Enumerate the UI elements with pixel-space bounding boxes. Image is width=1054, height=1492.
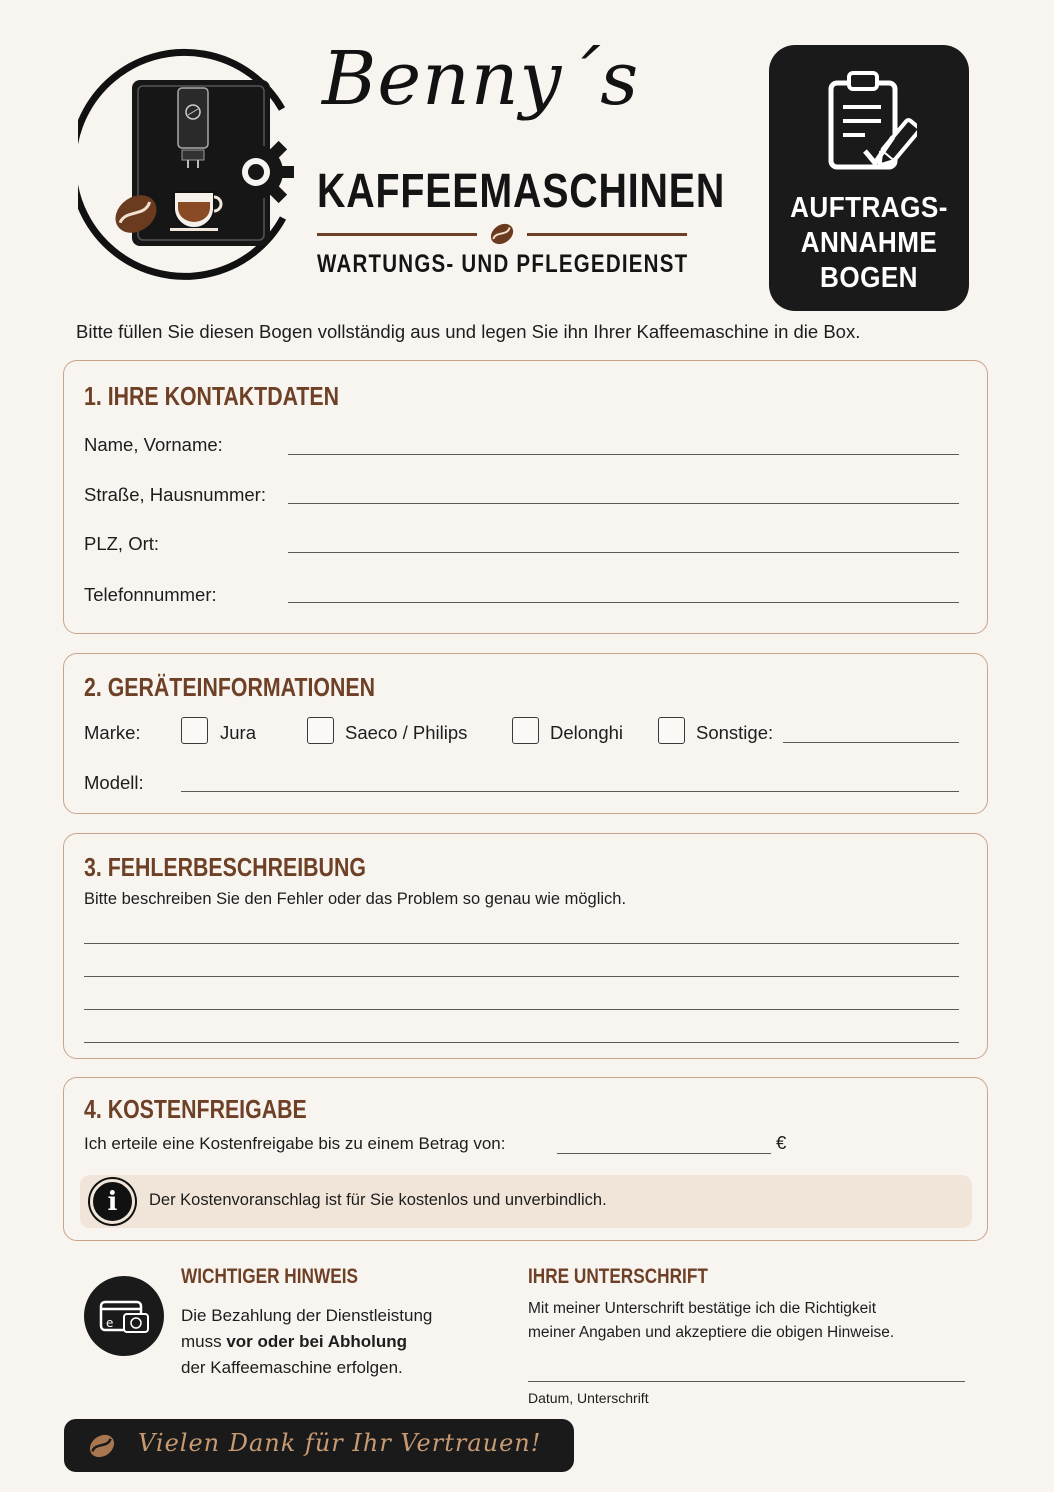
section-device (63, 653, 988, 814)
badge-title (779, 191, 959, 296)
option-label-jura: Jura (220, 722, 256, 743)
city-field[interactable] (288, 552, 959, 553)
badge-line-1: AUFTRAGS- (790, 192, 948, 224)
coffee-bean-icon (86, 1431, 118, 1461)
signature-title: IHRE UNTERSCHRIFT (528, 1265, 708, 1288)
option-label-delonghi: Delonghi (550, 722, 624, 743)
checkbox-jura[interactable] (181, 717, 208, 744)
field-label-street: Straße, Hausnummer: (84, 484, 266, 505)
payment-card-icon (84, 1276, 164, 1356)
signature-line-1: Mit meiner Unterschrift bestätige ich die Richtigkeit (528, 1300, 877, 1317)
checkbox-other[interactable] (658, 717, 685, 744)
section-title-fault: 3. FEHLERBESCHREIBUNG (84, 852, 366, 882)
name-field[interactable] (288, 454, 959, 455)
signature-line-2: meiner Angaben und akzeptiere die obigen Hinweise. (528, 1324, 895, 1341)
badge-line-2: ANNAHME (800, 227, 938, 259)
currency-symbol: € (776, 1132, 787, 1153)
phone-field[interactable] (288, 602, 959, 603)
fault-line-1[interactable] (84, 943, 959, 944)
section-title-cost: 4. KOSTENFREIGABE (84, 1094, 307, 1124)
notice-line-3: der Kaffeemaschine erfolgen. (181, 1358, 403, 1377)
option-label-saeco-philips: Saeco / Philips (345, 722, 468, 743)
svg-text:e: e (106, 1316, 114, 1330)
fault-line-4[interactable] (84, 1042, 959, 1043)
brand-main-title: KAFFEEMASCHINEN (317, 165, 726, 218)
intro-text: Bitte füllen Sie diesen Bogen vollständig aus und legen Sie ihn Ihrer Kaffeemaschine in die Box. (76, 321, 861, 342)
checkbox-delonghi[interactable] (512, 717, 539, 744)
signature-text (528, 1297, 894, 1345)
fault-line-2[interactable] (84, 976, 959, 977)
notice-line-1: Die Bezahlung der Dienstleistung (181, 1306, 433, 1325)
section-title-contact: 1. IHRE KONTAKTDATEN (84, 381, 340, 411)
notice-emphasis: vor oder bei Abholung (226, 1332, 408, 1351)
cost-amount-field[interactable] (557, 1153, 771, 1154)
field-label-phone: Telefonnummer: (84, 584, 217, 605)
logo (78, 42, 298, 288)
payment-icon (84, 1276, 164, 1356)
other-brand-field[interactable] (783, 742, 959, 743)
brand-script-name: Benny´s (322, 36, 640, 122)
footer-bar (64, 1419, 574, 1472)
street-field[interactable] (288, 503, 959, 504)
info-text: Der Kostenvoranschlag ist für Sie kostenlos und unverbindlich. (149, 1191, 607, 1209)
brand-label: Marke: (84, 722, 141, 743)
badge-line-3: BOGEN (820, 262, 918, 294)
notice-text (181, 1303, 432, 1381)
fault-instruction: Bitte beschreiben Sie den Fehler oder das Problem so genau wie möglich. (84, 890, 627, 908)
model-label: Modell: (84, 772, 144, 793)
notice-line-2: muss vor oder bei Abholung (181, 1332, 408, 1351)
option-label-other: Sonstige: (696, 722, 774, 743)
coffee-bean-icon (487, 222, 517, 246)
info-icon: i (90, 1179, 135, 1224)
field-label-name: Name, Vorname: (84, 434, 223, 455)
clipboard-check-icon (825, 71, 917, 175)
section-contact (63, 360, 988, 634)
info-bar (80, 1175, 972, 1228)
form-type-badge (769, 45, 969, 311)
signature-caption: Datum, Unterschrift (528, 1390, 649, 1406)
section-cost (63, 1077, 988, 1241)
field-label-city: PLZ, Ort: (84, 533, 160, 554)
section-title-device: 2. GERÄTEINFORMATIONEN (84, 672, 375, 702)
fault-line-3[interactable] (84, 1009, 959, 1010)
cost-approval-text: Ich erteile eine Kostenfreigabe bis zu einem Betrag von: (84, 1134, 506, 1153)
brand-subtitle: WARTUNGS- UND PFLEGEDIENST (317, 250, 689, 278)
coffee-machine-logo-icon (78, 42, 298, 288)
section-fault (63, 833, 988, 1059)
footer-thanks: Vielen Dank für Ihr Vertrauen! (138, 1429, 542, 1457)
brand-divider (317, 224, 687, 244)
signature-field[interactable] (528, 1381, 965, 1382)
notice-title: WICHTIGER HINWEIS (181, 1265, 358, 1288)
model-field[interactable] (181, 791, 959, 792)
checkbox-saeco-philips[interactable] (307, 717, 334, 744)
